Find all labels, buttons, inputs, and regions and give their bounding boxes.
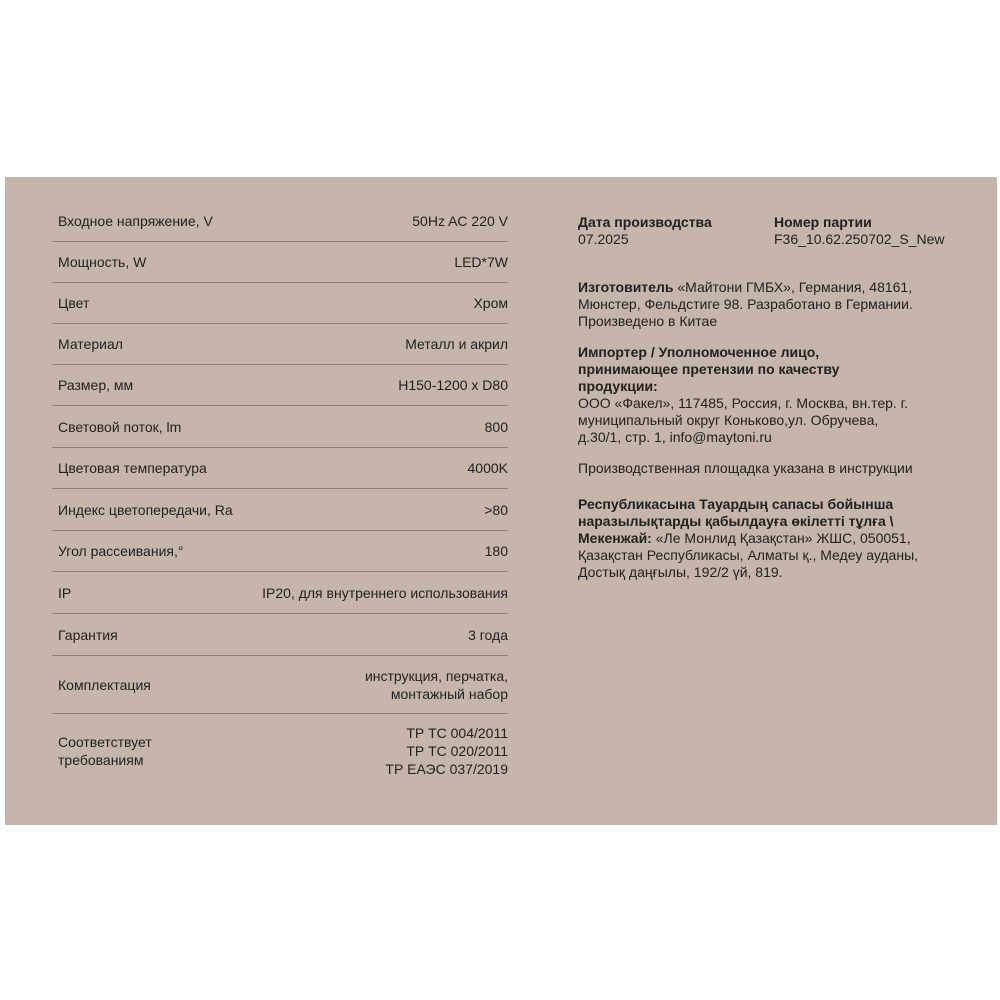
spec-row-ip [52,572,508,614]
manufacturer-label: Изготовитель [578,279,674,295]
spec-value: Металл и акрил [405,336,508,352]
kazakh-representative-block: Республикасына Тауардың сапасы бойынша наразылықтарды қабылдауға өкілетті тұлға \ Мекенжай: «Ле Монлид Қазақстан» ЖШС, 050051, Қазақстан Республикасы, Алматы қ., Медеу ауданы, Достық даңғылы, 192/2 үй, 819. [578,496,919,580]
production-date-label: Дата производства [578,214,712,230]
spec-row-package [52,656,508,714]
specs-table [52,200,508,788]
spec-row-color [52,283,508,324]
production-site-note: Производственная площадка указана в инструкции [578,460,913,476]
production-info [578,214,958,248]
manufacturer-block: Изготовитель «Майтони ГМБХ», Германия, 48161, Мюнстер, Фельдстиге 98. Разработано в Германии. Произведено в Китае [578,279,913,329]
spec-label: Комплектация [58,676,151,693]
spec-label: Цвет [58,295,90,311]
spec-label: Индекс цветопередачи, Ra [58,501,233,518]
spec-row-power [52,242,508,283]
spec-label: Цветовая температура [58,460,207,476]
manufacturer-text: «Майтони ГМБХ», Германия, 48161, [673,279,913,295]
spec-value: 50Hz AC 220 V [412,212,508,229]
spec-row-luminous-flux [52,406,508,448]
spec-row-warranty [52,614,508,656]
label-info-column [578,214,958,581]
spec-value: IP20, для внутреннего использования [262,584,508,601]
spec-value: 3 года [468,626,508,643]
spec-row-material [52,324,508,365]
spec-value: инструкция, перчатка, монтажный набор [364,667,508,702]
spec-row-cri [52,489,508,531]
spec-value: 4000K [467,460,508,476]
importer-block: Импортер / Уполномоченное лицо, принимающее претензии по качеству продукции: ООО «Факел», 117485, Россия, г. Москва, вн.тер. г. муниципальный округ Коньково,ул. Обручева, д.30/1, стр. 1, info@maytoni.ru [578,344,908,445]
spec-value: 800 [484,418,508,435]
spec-label: Мощность, W [58,254,147,270]
spec-label: Угол рассеивания,° [58,543,184,559]
spec-value: 180 [484,543,508,559]
production-date-value: 07.2025 [578,231,629,247]
batch-number-value: F36_10.62.250702_S_New [774,231,945,247]
spec-value: ТР ТС 004/2011 ТР ТС 020/2011 ТР ЕАЭС 037/2019 [385,725,508,777]
spec-value: >80 [484,501,508,518]
spec-row-size [52,365,508,406]
spec-row-compliance [52,714,508,788]
spec-row-voltage [52,200,508,242]
batch-number-label: Номер партии [774,214,872,230]
spec-value: Хром [473,295,508,311]
spec-label: IP [58,584,72,601]
spec-label: Световой поток, lm [58,418,182,435]
spec-label: Материал [58,336,123,352]
spec-value: H150-1200 x D80 [398,377,508,393]
spec-label: Входное напряжение, V [58,212,213,229]
spec-row-color-temperature [52,448,508,489]
spec-value: LED*7W [454,254,508,270]
spec-label: Размер, мм [58,377,134,393]
spec-label: Гарантия [58,626,118,643]
spec-label: Соответствует требованиям [58,734,152,768]
spec-row-beam-angle [52,531,508,572]
